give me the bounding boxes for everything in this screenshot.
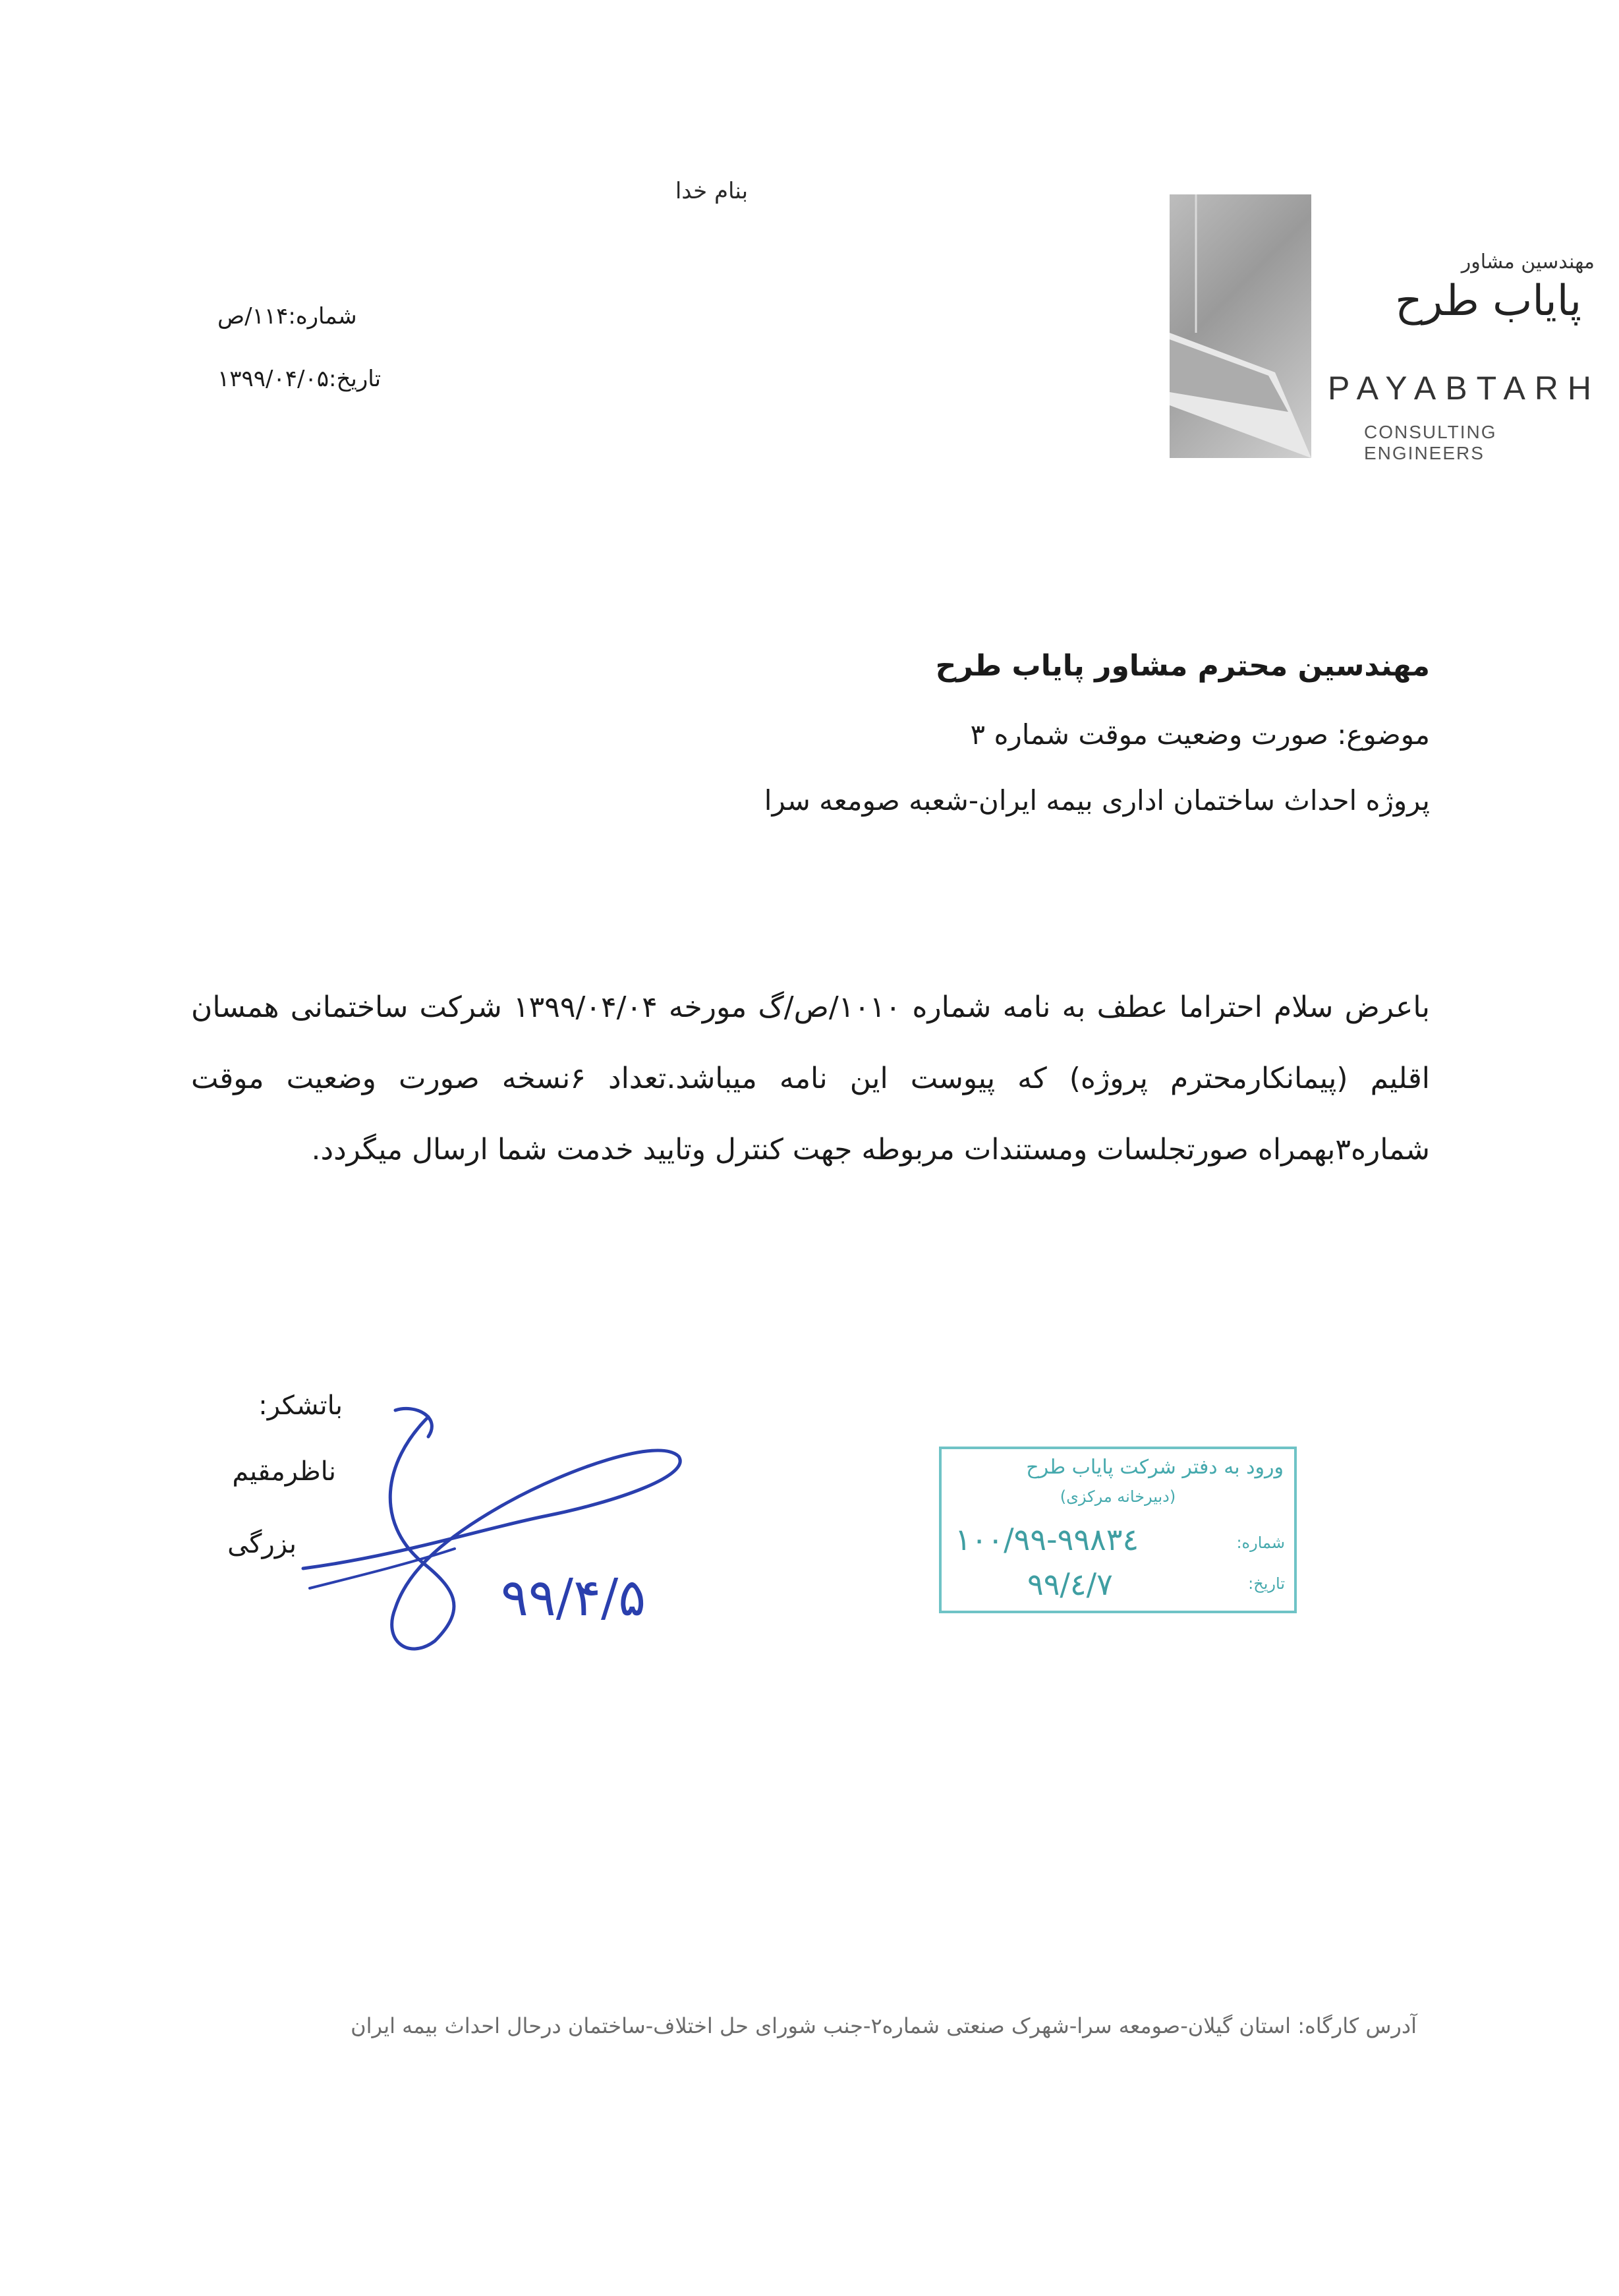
handwritten-signature-date: ۹۹/۴/۵ [501,1568,646,1628]
stamp-number-label: شماره: [1236,1534,1285,1552]
logo-mark-icon [1170,194,1311,458]
letter-number: شماره:۱۱۴/ص [217,303,357,330]
stamp-title: ورود به دفتر شرکت پایاب طرح [1026,1456,1284,1479]
footer-address: آدرس کارگاه: استان گیلان-صومعه سرا-شهرک صنعتی شماره۲-جنب شورای حل اختلاف-ساختمان درحال احداث بیمه ایران [351,2013,1417,2038]
recipient: مهندسین محترم مشاور پایاب طرح [935,649,1430,683]
company-logo-mark [1170,194,1311,458]
signature-thanks: باتشکر: [258,1391,343,1421]
stamp-subtitle: (دبیرخانه مرکزی) [1060,1487,1176,1506]
project-line: پروژه احداث ساختمان اداری بیمه ایران-شعبه صومعه سرا [764,784,1430,817]
logo-caption: مهندسین مشاور [1461,250,1595,273]
signatory-title: ناظرمقیم [232,1456,336,1487]
signatory-name: بزرگی [227,1529,297,1559]
letter-date: تاریخ:۱۳۹۹/۰۴/۰۵ [217,366,382,392]
subject-line: موضوع: صورت وضعیت موقت شماره ۳ [970,718,1430,751]
letter-body-paragraph: باعرض سلام احتراما عطف به نامه شماره ۱۰۱۰/ص/گ مورخه ۱۳۹۹/۰۴/۰۴ شرکت ساختمانی همسان اقلیم (پیمانکارمحترم پروژه) که پیوست این نامه میباشد.تعداد ۶نسخه صورت وضعیت موقت شماره۳بهمراه صورتجلسات ومستندات مربوطه جهت کنترل وتایید خدمت شما ارسال میگردد. [191,990,1430,1166]
stamp-date-value: ۹۹/٤/۷ [1027,1566,1113,1602]
logo-name-en: PAYABTARH [1328,370,1601,407]
logo-name-fa: پایاب طرح [1395,277,1581,326]
basmala: بنام خدا [675,178,749,204]
stamp-date-label: تاریخ: [1248,1574,1285,1593]
stamp-number-value: ۱۰۰/۹۹-۹۹۸۳٤ [955,1522,1139,1557]
logo-subtitle: CONSULTING ENGINEERS [1364,422,1497,463]
receipt-stamp [939,1447,1297,1613]
